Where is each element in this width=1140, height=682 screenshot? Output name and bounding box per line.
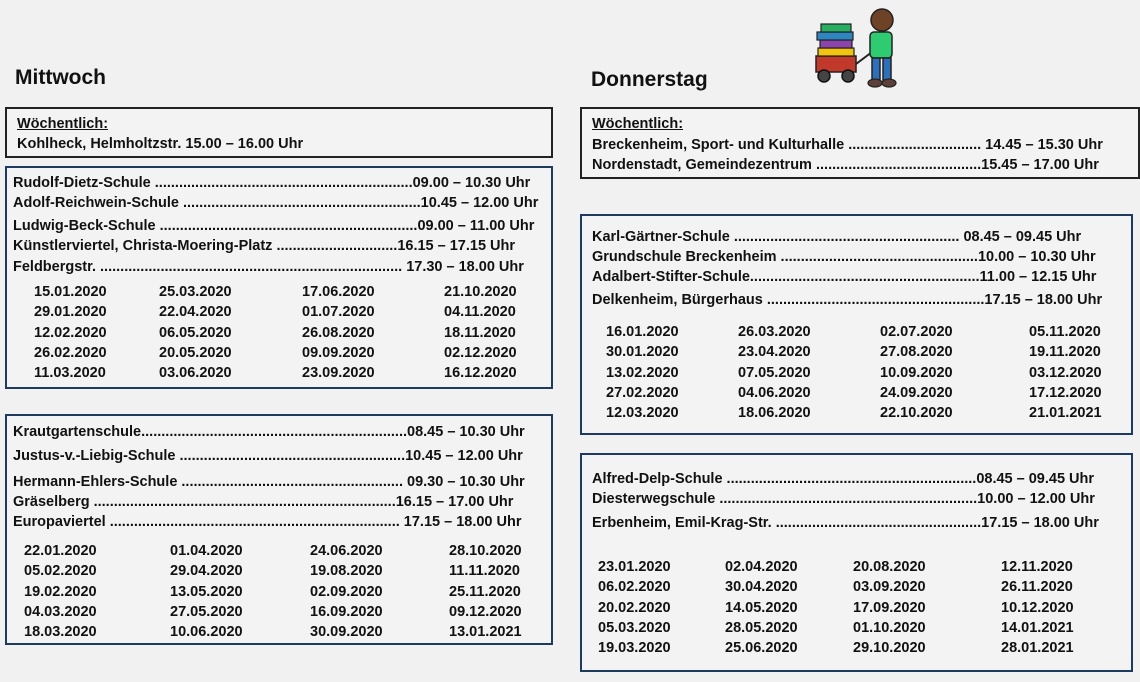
date-column — [853, 557, 926, 658]
date-cell: 16.09.2020 — [310, 603, 383, 620]
donnerstag-weekly-stop-1: Breckenheim, Sport- und Kulturhalle ................................. 14.45 – 15.30 Uhr — [592, 137, 1103, 153]
date-cell: 19.02.2020 — [24, 583, 97, 600]
mittwoch-g1-stop-4: Künstlerviertel, Christa-Moering-Platz ..............................16.15 – 17.15 Uhr — [13, 238, 516, 254]
date-cell: 06.02.2020 — [598, 579, 671, 596]
date-cell: 24.06.2020 — [310, 543, 383, 559]
date-cell: 06.05.2020 — [159, 324, 232, 341]
donnerstag-g2-stop-3: Erbenheim, Emil-Krag-Str. ...................................................17.15 – 18.00 Uhr — [592, 515, 1099, 531]
date-cell: 05.11.2020 — [1029, 324, 1101, 340]
date-cell: 18.06.2020 — [738, 405, 811, 422]
date-cell: 23.01.2020 — [598, 559, 671, 575]
date-cell: 15.01.2020 — [34, 284, 107, 300]
date-cell: 04.03.2020 — [24, 603, 97, 620]
mittwoch-g2-stop-3: Hermann-Ehlers-Schule ....................................................... 09.30 – 10.30 Uhr — [13, 474, 525, 490]
date-cell: 22.10.2020 — [880, 405, 953, 422]
date-cell: 17.09.2020 — [853, 599, 926, 616]
date-cell: 03.09.2020 — [853, 579, 926, 596]
donnerstag-g1-stop-1: Karl-Gärtner-Schule ........................................................ 08.45 – 09.45 Uhr — [592, 229, 1082, 245]
mittwoch-g1-stop-5: Feldbergstr. ........................................................................... 17.30 – 18.00 Uhr — [13, 259, 524, 275]
donnerstag-title: Donnerstag — [591, 68, 708, 91]
date-cell: 20.08.2020 — [853, 559, 926, 575]
date-cell: 30.01.2020 — [606, 344, 679, 361]
donnerstag-weekly-heading: Wöchentlich: — [592, 116, 684, 132]
date-cell: 10.06.2020 — [170, 624, 243, 641]
date-cell: 10.09.2020 — [880, 364, 953, 381]
date-cell: 09.09.2020 — [302, 344, 375, 361]
date-column — [880, 322, 953, 423]
date-cell: 18.11.2020 — [444, 324, 516, 341]
date-cell: 18.03.2020 — [24, 624, 97, 641]
donnerstag-schedule-box-1 — [580, 214, 1133, 435]
date-cell: 25.11.2020 — [449, 583, 521, 600]
date-cell: 03.06.2020 — [159, 365, 232, 382]
donnerstag-g1-stop-4: Delkenheim, Bürgerhaus ......................................................17.15 – 18.00 Uhr — [592, 292, 1103, 308]
date-cell: 29.10.2020 — [853, 640, 926, 657]
date-cell: 30.09.2020 — [310, 624, 383, 641]
date-column — [159, 282, 232, 383]
date-cell: 28.01.2021 — [1001, 640, 1074, 657]
date-cell: 28.05.2020 — [725, 619, 798, 636]
donnerstag-g1-stop-2: Grundschule Breckenheim .................................................10.00 – 10.30 Uhr — [592, 249, 1096, 265]
date-cell: 23.04.2020 — [738, 344, 811, 361]
date-cell: 11.03.2020 — [34, 365, 106, 382]
date-cell: 02.07.2020 — [880, 324, 953, 340]
mittwoch-schedule-box-2 — [5, 414, 553, 645]
date-cell: 12.03.2020 — [606, 405, 679, 422]
child-pulling-book-wagon-icon — [810, 6, 902, 92]
date-column — [1001, 557, 1074, 658]
date-cell: 27.02.2020 — [606, 384, 679, 401]
date-cell: 19.08.2020 — [310, 563, 383, 580]
date-cell: 05.03.2020 — [598, 619, 671, 636]
mittwoch-g2-stop-4: Gräselberg ...........................................................................16.15 – 17.00 Uhr — [13, 494, 514, 510]
date-column — [24, 541, 97, 642]
mittwoch-schedule-box-1 — [5, 166, 553, 389]
date-cell: 13.05.2020 — [170, 583, 243, 600]
date-column — [449, 541, 522, 642]
date-cell: 17.12.2020 — [1029, 384, 1102, 401]
date-cell: 26.03.2020 — [738, 324, 811, 340]
date-cell: 26.11.2020 — [1001, 579, 1073, 596]
mittwoch-title: Mittwoch — [15, 66, 106, 89]
mittwoch-g2-stop-1: Krautgartenschule..................................................................08.45 – 10.30 Uhr — [13, 424, 525, 440]
date-column — [606, 322, 679, 423]
date-column — [738, 322, 811, 423]
date-cell: 24.09.2020 — [880, 384, 953, 401]
donnerstag-g2-stop-1: Alfred-Delp-Schule ..............................................................08.45 – 09.45 Uhr — [592, 471, 1095, 487]
date-cell: 29.04.2020 — [170, 563, 243, 580]
date-cell: 20.02.2020 — [598, 599, 671, 616]
date-cell: 13.01.2021 — [449, 624, 522, 641]
donnerstag-g2-stop-2: Diesterwegschule ................................................................10.00 – 12.00 Uhr — [592, 491, 1095, 507]
date-cell: 17.06.2020 — [302, 284, 375, 300]
date-cell: 20.05.2020 — [159, 344, 232, 361]
date-cell: 25.06.2020 — [725, 640, 798, 657]
date-cell: 26.02.2020 — [34, 344, 107, 361]
mittwoch-g2-stop-5: Europaviertel ........................................................................ 17.15 – 18.00 Uhr — [13, 514, 522, 530]
date-cell: 10.12.2020 — [1001, 599, 1074, 616]
date-cell: 01.10.2020 — [853, 619, 926, 636]
mittwoch-g1-stop-3: Ludwig-Beck-Schule ................................................................09.00 – 11.00 Uhr — [13, 218, 535, 234]
date-cell: 14.05.2020 — [725, 599, 798, 616]
donnerstag-g1-stop-3: Adalbert-Stifter-Schule.........................................................11.00 – 12.15 Uhr — [592, 269, 1097, 285]
date-column — [598, 557, 671, 658]
date-column — [170, 541, 243, 642]
date-cell: 27.05.2020 — [170, 603, 243, 620]
date-cell: 25.03.2020 — [159, 284, 232, 300]
date-cell: 21.01.2021 — [1029, 405, 1102, 422]
date-cell: 23.09.2020 — [302, 365, 375, 382]
date-cell: 19.03.2020 — [598, 640, 671, 657]
date-column — [34, 282, 107, 383]
date-cell: 14.01.2021 — [1001, 619, 1074, 636]
date-cell: 03.12.2020 — [1029, 364, 1102, 381]
date-column — [725, 557, 798, 658]
date-cell: 30.04.2020 — [725, 579, 798, 596]
date-cell: 01.07.2020 — [302, 304, 375, 321]
date-column — [1029, 322, 1102, 423]
date-cell: 04.11.2020 — [444, 304, 516, 321]
mittwoch-g2-stop-2: Justus-v.-Liebig-Schule ........................................................10.45 – 12.00 Uhr — [13, 448, 523, 464]
date-cell: 01.04.2020 — [170, 543, 243, 559]
date-cell: 12.02.2020 — [34, 324, 107, 341]
date-cell: 22.01.2020 — [24, 543, 97, 559]
date-cell: 21.10.2020 — [444, 284, 517, 300]
date-cell: 16.12.2020 — [444, 365, 517, 382]
date-cell: 12.11.2020 — [1001, 559, 1073, 575]
date-cell: 11.11.2020 — [449, 563, 520, 580]
date-cell: 27.08.2020 — [880, 344, 953, 361]
date-cell: 09.12.2020 — [449, 603, 522, 620]
date-cell: 02.04.2020 — [725, 559, 798, 575]
date-column — [310, 541, 383, 642]
donnerstag-schedule-box-2 — [580, 453, 1133, 672]
date-cell: 28.10.2020 — [449, 543, 522, 559]
mittwoch-weekly-stop: Kohlheck, Helmholtzstr. 15.00 – 16.00 Uhr — [17, 136, 304, 152]
donnerstag-weekly-box — [580, 107, 1140, 179]
mittwoch-g1-stop-2: Adolf-Reichwein-Schule ...........................................................10.45 – 12.00 Uhr — [13, 195, 539, 211]
date-cell: 29.01.2020 — [34, 304, 107, 321]
mittwoch-g1-stop-1: Rudolf-Dietz-Schule ................................................................09.00 – 10.30 Uhr — [13, 175, 531, 191]
mittwoch-weekly-heading: Wöchentlich: — [17, 116, 109, 132]
date-column — [444, 282, 517, 383]
date-column — [302, 282, 375, 383]
date-cell: 05.02.2020 — [24, 563, 97, 580]
date-cell: 02.12.2020 — [444, 344, 517, 361]
date-cell: 22.04.2020 — [159, 304, 232, 321]
date-cell: 07.05.2020 — [738, 364, 811, 381]
date-cell: 16.01.2020 — [606, 324, 679, 340]
date-cell: 04.06.2020 — [738, 384, 811, 401]
date-cell: 19.11.2020 — [1029, 344, 1101, 361]
date-cell: 26.08.2020 — [302, 324, 375, 341]
donnerstag-weekly-stop-2: Nordenstadt, Gemeindezentrum .........................................15.45 – 17.00 Uhr — [592, 157, 1099, 173]
date-cell: 02.09.2020 — [310, 583, 383, 600]
mittwoch-weekly-box — [5, 107, 553, 158]
date-cell: 13.02.2020 — [606, 364, 679, 381]
